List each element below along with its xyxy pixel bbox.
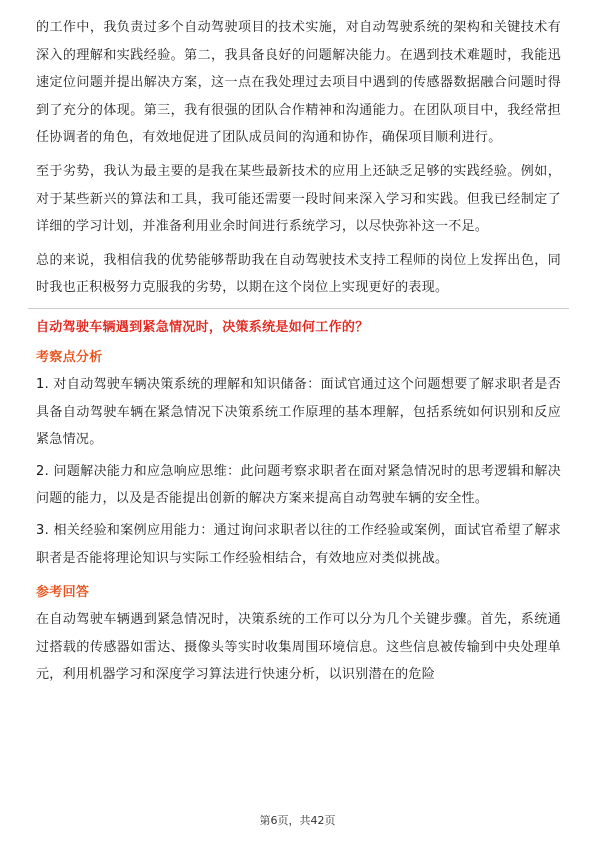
analysis-point: 2. 问题解决能力和应急响应思维：此问题考察求职者在面对紧急情况时的思考逻辑和解决问题的能力，以及是否能提出创新的解决方案来提高自动驾驶车辆的安全性。 xyxy=(36,463,561,507)
section-divider xyxy=(28,308,569,309)
analysis-point: 3. 相关经验和案例应用能力：通过询问求职者以往的工作经验或案例，面试官希望了解求职者是否能将理论知识与实际工作经验相结合，有效地应对类似挑战。 xyxy=(36,522,561,566)
document-body xyxy=(36,14,561,693)
intro-paragraph-weaknesses: 至于劣势，我认为最主要的是我在某些最新技术的应用上还缺乏足够的实践经验。例如，对于某些新兴的算法和工具，我可能还需要一段时间来深入学习和实践。但我已经制定了详细的学习计划，并准备利用业余时间进行系统学习，以尽快弥补这一不足。 xyxy=(36,163,561,235)
page-number: 第6页，共42页 xyxy=(259,814,336,827)
answer-heading: 参考回答 xyxy=(36,585,90,601)
answer-text: 在自动驾驶车辆遇到紧急情况时，决策系统的工作可以分为几个关键步骤。首先，系统通过搭载的传感器如雷达、摄像头等实时收集周围环境信息。这些信息被传输到中央处理单元，利用机器学习和深度学习算法进行快速分析，以识别潜在的危险 xyxy=(36,612,561,683)
interview-question: 自动驾驶车辆遇到紧急情况时，决策系统是如何工作的？ xyxy=(36,319,369,335)
intro-paragraph-summary: 总的来说，我相信我的优势能够帮助我在自动驾驶技术支持工程师的岗位上发挥出色，同时我也正积极努力克服我的劣势，以期在这个岗位上实现更好的表现。 xyxy=(36,252,561,296)
analysis-heading: 考察点分析 xyxy=(36,349,103,365)
intro-paragraph-strengths: 的工作中，我负责过多个自动驾驶项目的技术实施，对自动驾驶系统的架构和关键技术有深入的理解和实践经验。第二，我具备良好的问题解决能力。在遇到技术难题时，我能迅速定位问题并提出解决方案，这一点在我处理过去项目中遇到的传感器数据融合问题时得到了充分的体现。第三，我有很强的团队合作精神和沟通能力。在团队项目中，我经常担任协调者的角色，有效地促进了团队成员间的沟通和协作，确保项目顺利进行。 xyxy=(36,20,561,146)
analysis-point: 1. 对自动驾驶车辆决策系统的理解和知识储备：面试官通过这个问题想要了解求职者是否具备自动驾驶车辆在紧急情况下决策系统工作原理的基本理解，包括系统如何识别和反应紧急情况。 xyxy=(36,376,561,448)
